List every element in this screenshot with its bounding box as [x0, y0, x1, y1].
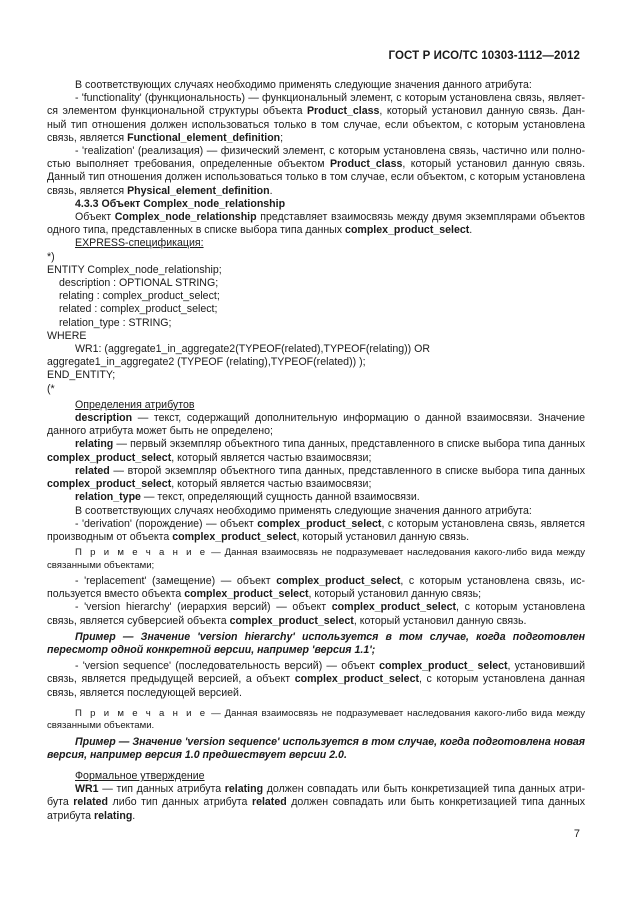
- paragraph: [47, 145, 585, 198]
- paragraph: [47, 518, 585, 544]
- bold-term: complex_product_select: [47, 478, 172, 491]
- example-paragraph: [47, 736, 585, 762]
- text-run: .: [269, 184, 273, 197]
- paragraph: [47, 237, 585, 250]
- text-run: ;: [280, 131, 284, 144]
- text-run: В соответствующих случаях необходимо применять следующие значения данного атрибута:: [75, 504, 532, 517]
- bold-term: Functional_element_definition: [127, 131, 281, 144]
- note-label: П р и м е ч а н и е: [75, 707, 208, 719]
- text-run: , установивший связь, является предыдущей версией, а объект: [47, 660, 585, 686]
- bold-term: Product_class: [306, 105, 380, 118]
- paragraph: [47, 660, 585, 700]
- underlined-heading: EXPRESS-спецификация:: [75, 237, 204, 250]
- page-number: 7: [573, 828, 580, 840]
- text-run: *): [47, 250, 55, 263]
- text-run: , с которым установлена связь, является производным от объекта: [47, 517, 585, 543]
- paragraph: [47, 601, 585, 627]
- code-line: [47, 303, 585, 316]
- paragraph: [47, 770, 585, 783]
- document-body: [47, 79, 585, 823]
- text-run: , с которым установлена связь, является субверсией объекта: [47, 601, 585, 627]
- bold-term: Complex_node_relationship: [114, 211, 257, 224]
- bold-term: complex_product_select: [294, 673, 419, 686]
- text-run: WR1: (aggregate1_in_aggregate2(TYPEOF(related),TYPEOF(relating)) OR: [75, 343, 431, 356]
- text-run: — текст, определяющий сущность данной взаимосвязи.: [140, 491, 420, 504]
- paragraph: [47, 575, 585, 601]
- text-run: , который является частью взаимосвязи;: [171, 478, 372, 491]
- bold-term: complex_product_select: [345, 224, 470, 237]
- underlined-heading: Определения атрибутов: [75, 398, 195, 411]
- document-header: ГОСТ Р ИСО/ТС 10303-1112—2012: [388, 50, 580, 62]
- text-run: , который установил данную связь. Данный тип отношения должен использоваться только в том случае, если объектом, с которым установлена связь, является: [47, 158, 586, 197]
- text-run: , с которым установлена связь, используется вместо объекта: [47, 574, 585, 601]
- text-run: — текст, содержащий дополнительную информацию о данной взаимосвязи. Значение данного атрибута может быть не определено;: [47, 412, 585, 438]
- paragraph: [47, 491, 585, 504]
- paragraph: [47, 211, 585, 237]
- example-paragraph: [47, 631, 585, 657]
- text-run: related : complex_product_select;: [59, 303, 218, 316]
- text-run: description : OPTIONAL STRING;: [59, 277, 219, 290]
- bold-term: complex_product_select: [184, 588, 309, 601]
- text-run: должен совпадать или быть конкретизацией типа данных атрибута: [47, 796, 585, 822]
- underlined-heading: Формальное утверждение: [75, 769, 205, 782]
- paragraph: [47, 465, 585, 491]
- text-run: , который установил данную связь.: [353, 614, 527, 627]
- code-line: [47, 317, 585, 330]
- text-run: aggregate1_in_aggregate2 (TYPEOF (relating),TYPEOF(related)) );: [47, 356, 366, 369]
- code-line: [47, 264, 585, 277]
- text-run: relation_type : STRING;: [59, 316, 172, 329]
- text-run: .: [132, 809, 136, 822]
- bold-term: relating: [224, 783, 264, 796]
- text-run: Пример — Значение 'version hierarchy' используется в том случае, когда подготовлен пересмотр одной конкретной версии, например 'версия 1.1';: [47, 630, 585, 656]
- bold-term: complex_product_select: [47, 451, 172, 464]
- text-run: — тип данных атрибута: [98, 783, 225, 796]
- bold-term: relating: [75, 438, 114, 451]
- text-run: В соответствующих случаях необходимо применять следующие значения данного атрибута:: [75, 79, 532, 91]
- text-run: END_ENTITY;: [47, 369, 116, 382]
- text-run: — Данная взаимосвязь не подразумевает наследования какого-либо вида между связанными объектами.: [47, 707, 585, 732]
- text-run: ENTITY Complex_node_relationship;: [47, 263, 222, 276]
- text-run: - 'replacement' (замещение) — объект: [75, 574, 277, 587]
- paragraph: [47, 92, 585, 145]
- code-line: [47, 251, 585, 264]
- code-line: [47, 343, 585, 356]
- text-run: .: [469, 224, 473, 237]
- bold-term: complex_product_select: [172, 530, 297, 543]
- bold-term: WR1: [75, 783, 99, 796]
- code-line: [47, 369, 585, 382]
- text-run: , который установил данную связь.: [296, 530, 470, 543]
- text-run: либо тип данных атрибута: [108, 796, 252, 809]
- text-run: - 'version hierarchy' (иерархия версий) — объект: [75, 601, 332, 614]
- text-run: — первый экземпляр объектного типа данных, представленного в списке выбора типа данных: [113, 438, 585, 451]
- paragraph: [47, 783, 585, 823]
- text-run: Пример — Значение 'version sequence' используется в том случае, когда подготовлена новая версия, например версия 1.0 предшествует версии 2.0.: [47, 735, 585, 761]
- bold-term: complex_product_select: [257, 517, 382, 530]
- text-run: — второй экземпляр объектного типа данных, представленного в списке выбора типа данных: [109, 464, 585, 477]
- text-run: Объект: [75, 211, 115, 224]
- bold-term: related: [251, 796, 287, 809]
- code-line: [47, 330, 585, 343]
- text-run: , с которым установлена данная связь, является последующей версией.: [47, 673, 585, 699]
- note-label: П р и м е ч а н и е: [75, 547, 208, 559]
- bold-term: 4.3.3 Объект Complex_node_relationship: [75, 197, 286, 210]
- paragraph: [47, 399, 585, 412]
- text-run: — Данная взаимосвязь не подразумевает наследования какого-либо вида между связанными объектами;: [47, 547, 585, 571]
- bold-term: complex_product_ select: [379, 660, 508, 673]
- code-line: [47, 290, 585, 303]
- bold-term: relating: [94, 809, 133, 822]
- text-run: - 'functionality' (функциональность) — функциональный элемент, с которым установлена связь, является элементом функциональной структуры объекта: [47, 92, 585, 118]
- text-run: представляет взаимосвязь между двумя экземплярами объектов одного типа, представленных в списке выбора типа данных: [47, 211, 585, 237]
- text-run: - 'realization' (реализация) — физический элемент, с которым установлена связь, частично или полностью выполняет требования, определенные объектом: [47, 145, 585, 171]
- note-paragraph: [47, 547, 585, 572]
- code-line: [47, 277, 585, 290]
- paragraph: [47, 438, 585, 464]
- text-run: - 'derivation' (порождение) — объект: [75, 517, 258, 530]
- paragraph: [47, 505, 585, 518]
- bold-term: Physical_element_definition: [127, 184, 270, 197]
- paragraph: [47, 198, 585, 211]
- text-run: WHERE: [47, 329, 87, 342]
- text-run: (*: [47, 382, 55, 395]
- text-run: , который является частью взаимосвязи;: [171, 451, 372, 464]
- text-run: , который установил данную связь. Данный тип отношения должен использоваться только в том случае, если объектом, с которым установлена связь, является: [47, 105, 585, 144]
- bold-term: description: [75, 412, 133, 425]
- bold-term: complex_product_select: [276, 574, 401, 587]
- bold-term: complex_product_select: [229, 614, 354, 627]
- bold-term: relation_type: [75, 491, 141, 504]
- text-run: - 'version sequence' (последовательность версий) — объект: [75, 660, 380, 673]
- paragraph: [47, 412, 585, 438]
- code-line: [47, 383, 585, 396]
- code-line: [47, 356, 585, 369]
- bold-term: related: [73, 796, 109, 809]
- paragraph: [47, 79, 585, 92]
- text-run: , который установил данную связь;: [308, 588, 482, 601]
- text-run: relating : complex_product_select;: [59, 290, 220, 303]
- note-paragraph: [47, 708, 585, 733]
- bold-term: complex_product_select: [331, 601, 457, 614]
- text-run: должен совпадать или быть конкретизацией типа данных атрибута: [47, 783, 585, 809]
- bold-term: related: [75, 464, 110, 477]
- bold-term: Product_class: [329, 158, 403, 171]
